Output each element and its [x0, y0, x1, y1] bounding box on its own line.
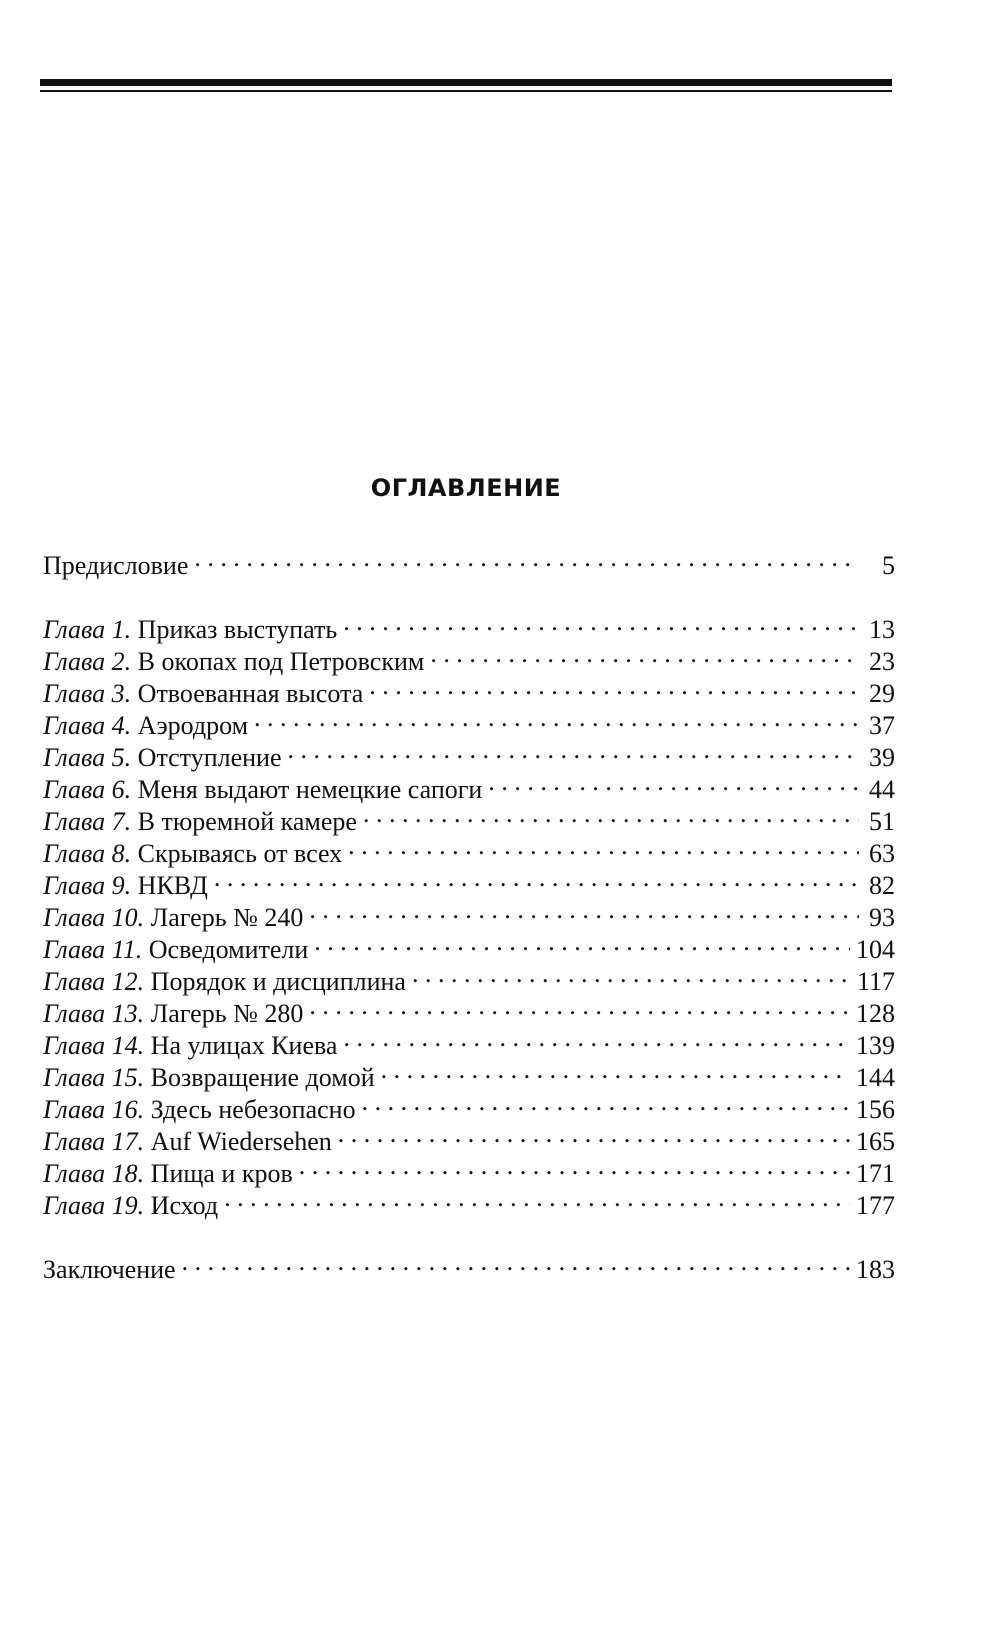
- toc-page-number: 82: [869, 871, 895, 900]
- toc-chapter-title: Лагерь № 240: [150, 903, 304, 932]
- dot-leader: [381, 1054, 850, 1086]
- dot-leader: [412, 958, 851, 990]
- dot-leader: [309, 990, 850, 1022]
- dot-leader: [343, 1022, 850, 1054]
- toc-page-number: 5: [882, 551, 895, 580]
- toc-page-number: 63: [869, 839, 895, 868]
- dot-leader: [488, 766, 859, 798]
- toc-chapter-prefix: Глава 17.: [43, 1127, 145, 1156]
- toc-chapter-prefix: Глава 13.: [43, 999, 145, 1028]
- toc-chapter-title: Пища и кров: [150, 1159, 293, 1188]
- toc-page-number: 177: [856, 1191, 895, 1220]
- toc-chapter-prefix: Глава 10.: [43, 903, 145, 932]
- toc-page-number: 93: [869, 903, 895, 932]
- toc-chapter-title: Осведомители: [148, 935, 309, 964]
- toc-chapter-title: Лагерь № 280: [150, 999, 304, 1028]
- header-rule-thin: [40, 90, 892, 92]
- toc-chapter-title: Исход: [150, 1191, 219, 1220]
- toc-chapter-prefix: Глава 5.: [43, 743, 132, 772]
- toc-chapter-prefix: Глава 1.: [43, 615, 132, 644]
- header-rule-thick: [40, 79, 892, 86]
- toc-page-number: 139: [856, 1031, 895, 1060]
- dot-leader: [314, 926, 850, 958]
- toc-chapter-prefix: Глава 12.: [43, 967, 145, 996]
- toc-chapter-prefix: Глава 15.: [43, 1063, 145, 1092]
- dot-leader: [287, 734, 859, 766]
- toc-page-number: 128: [856, 999, 895, 1028]
- toc-page-number: 183: [856, 1255, 895, 1284]
- toc-chapter-prefix: Глава 6.: [43, 775, 132, 804]
- toc-chapter-title: Отвоеванная высота: [137, 679, 364, 708]
- toc-page-number: 13: [869, 615, 895, 644]
- toc-page-number: 29: [869, 679, 895, 708]
- toc-page-number: 165: [856, 1127, 895, 1156]
- toc-entry-label: Предисловие: [43, 551, 189, 580]
- dot-leader: [343, 606, 859, 638]
- toc-chapter-prefix: Глава 3.: [43, 679, 132, 708]
- dot-leader: [194, 542, 859, 574]
- toc-chapter-title: Auf Wiedersehen: [150, 1127, 332, 1156]
- toc-chapter-title: Скрываясь от всех: [137, 839, 343, 868]
- toc-chapter-prefix: Глава 8.: [43, 839, 132, 868]
- chapter-list: [43, 606, 895, 1220]
- toc-chapter-prefix: Глава 2.: [43, 647, 132, 676]
- dot-leader: [224, 1182, 850, 1214]
- dot-leader: [214, 862, 859, 894]
- toc-chapter-title: В окопах под Петровским: [137, 647, 425, 676]
- toc-chapter-title: Возвращение домой: [150, 1063, 375, 1092]
- toc-page-number: 144: [856, 1063, 895, 1092]
- dot-leader: [348, 830, 859, 862]
- toc-chapter-prefix: Глава 7.: [43, 807, 132, 836]
- dot-leader: [299, 1150, 850, 1182]
- toc-page-number: 117: [856, 967, 895, 996]
- dot-leader: [338, 1118, 850, 1150]
- toc-page-number: 156: [856, 1095, 895, 1124]
- toc-chapter-prefix: Глава 9.: [43, 871, 132, 900]
- toc-chapter-prefix: Глава 14.: [43, 1031, 145, 1060]
- toc-chapter-title: Отступление: [137, 743, 282, 772]
- table-of-contents: [43, 542, 895, 1284]
- page-title: ОГЛАВЛЕНИЕ: [370, 474, 562, 502]
- toc-entry-intro: [43, 542, 895, 580]
- toc-chapter-title: Меня выдают немецкие сапоги: [137, 775, 483, 804]
- toc-chapter-title: На улицах Киева: [150, 1031, 338, 1060]
- toc-page-number: 37: [869, 711, 895, 740]
- toc-chapter-prefix: Глава 4.: [43, 711, 132, 740]
- dot-leader: [362, 1086, 850, 1118]
- dot-leader: [430, 638, 859, 670]
- toc-entry-chapter: [43, 606, 895, 644]
- dot-leader: [309, 894, 859, 926]
- toc-chapter-title: Приказ выступать: [137, 615, 338, 644]
- toc-chapter-prefix: Глава 16.: [43, 1095, 145, 1124]
- toc-chapter-title: НКВД: [137, 871, 208, 900]
- toc-page-number: 39: [869, 743, 895, 772]
- toc-entry-label: Заключение: [43, 1255, 176, 1284]
- toc-page-number: 44: [869, 775, 895, 804]
- dot-leader: [369, 670, 859, 702]
- toc-chapter-title: Аэродром: [137, 711, 249, 740]
- toc-page-number: 23: [869, 647, 895, 676]
- toc-chapter-prefix: Глава 19.: [43, 1191, 145, 1220]
- toc-chapter-title: Порядок и дисциплина: [150, 967, 406, 996]
- dot-leader: [182, 1246, 850, 1278]
- toc-chapter-title: В тюремной камере: [137, 807, 357, 836]
- toc-page-number: 104: [856, 935, 895, 964]
- toc-chapter-prefix: Глава 11.: [43, 935, 143, 964]
- toc-chapter-title: Здесь небезопасно: [150, 1095, 356, 1124]
- toc-chapter-prefix: Глава 18.: [43, 1159, 145, 1188]
- toc-page-number: 51: [869, 807, 895, 836]
- dot-leader: [363, 798, 859, 830]
- toc-page-number: 171: [856, 1159, 895, 1188]
- toc-entry-outro: [43, 1246, 895, 1284]
- dot-leader: [254, 702, 859, 734]
